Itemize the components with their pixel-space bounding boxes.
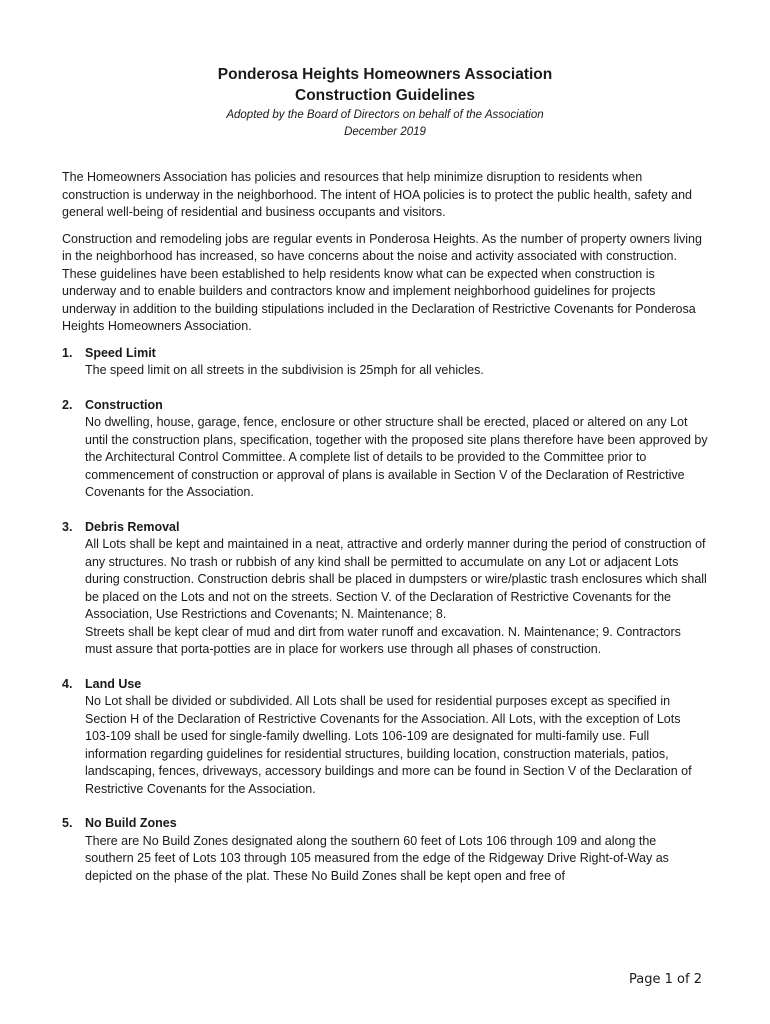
section-text: There are No Build Zones designated along the southern 60 feet of Lots 106 through 109 and along the southern 25 feet of Lots 103 through 105 measured from the edge of the Ridgeway Drive Right-of-Way as depicted on the phase of the plat. These No Build Zones shall be kept open and free of xyxy=(85,833,669,883)
section-heading: Construction xyxy=(85,397,163,412)
document-title: Ponderosa Heights Homeowners Association xyxy=(217,66,553,83)
section-construction xyxy=(62,397,708,502)
section-number: 2. xyxy=(62,397,73,412)
adopted-by-note: Adopted by the Board of Directors on behalf of the Association xyxy=(226,109,544,121)
document-subtitle: Construction Guidelines xyxy=(295,87,475,104)
section-heading: Debris Removal xyxy=(85,519,180,534)
intro-paragraph: Construction and remodeling jobs are regular events in Ponderosa Heights. As the number of property owners living in the neighborhood has increased, so have concerns about the noise and activity associated with construction. These guidelines have been established to help residents know what can be expected when construction is underway and to enable builders and contractors know and implement neighborhood guidelines for projects underway in addition to the building stipulations included in the Declaration of Restrictive Covenants for Ponderosa Heights Homeowners Association. xyxy=(62,231,702,333)
adoption-date: December 2019 xyxy=(344,126,426,138)
section-number: 3. xyxy=(62,519,73,534)
page-number: Page 1 of 2 xyxy=(629,972,702,987)
section-heading: Land Use xyxy=(85,676,142,691)
section-no-build-zones xyxy=(62,815,708,885)
section-text: No dwelling, house, garage, fence, enclosure or other structure shall be erected, placed or altered on any Lot until the construction plans, specification, together with the proposed site plans therefore have been approved by the Architectural Control Committee. A complete list of details to be provided to the Committee prior to commencement of construction or approval of plans is available in Section V of the Declaration of Restrictive Covenants for the Association. xyxy=(85,415,708,499)
section-text: No Lot shall be divided or subdivided. All Lots shall be used for residential purposes except as specified in Section H of the Declaration of Restrictive Covenants for the Association. All Lots, with the exception of Lots 103-109 shall be used for single-family dwelling. Lots 106-109 are designated for multi-family use. Full information regarding guidelines for residential structures, building location, construction materials, patios, landscaping, fences, driveways, accessory buildings and more can be found in Section V of the Declaration of Restrictive Covenants for the Association. xyxy=(85,694,692,796)
section-number: 1. xyxy=(62,345,73,360)
section-debris-removal xyxy=(62,519,708,659)
section-number: 4. xyxy=(62,676,73,691)
section-text: All Lots shall be kept and maintained in a neat, attractive and orderly manner during the period of construction of any structures. No trash or rubbish of any kind shall be permitted to accumulate on any Lot or adjacent Lots during construction. Construction debris shall be placed in dumpsters or wire/plastic trash enclosures which shall be placed on the Lots and not on the streets. Section V. of the Declaration of Restrictive Covenants for the Association, Use Restrictions and Covenants; N. Maintenance; 8. xyxy=(85,537,707,621)
section-number: 5. xyxy=(62,816,73,830)
section-land-use xyxy=(62,676,708,799)
document-header xyxy=(0,64,770,141)
section-text: The speed limit on all streets in the subdivision is 25mph for all vehicles. xyxy=(85,363,484,377)
section-text: Streets shall be kept clear of mud and dirt from water runoff and excavation. N. Maintenance; 9. Contractors must assure that porta-potties are in place for workers use through all phases of construction. xyxy=(85,624,681,656)
intro-paragraph: The Homeowners Association has policies and resources that help minimize disruption to residents when construction is underway in the neighborhood. The intent of HOA policies is to protect the public health, safety and general well-being of residential and business occupants and visitors. xyxy=(62,170,693,219)
section-speed-limit xyxy=(62,345,708,380)
document-body xyxy=(62,169,708,902)
section-heading: No Build Zones xyxy=(85,816,177,830)
section-heading: Speed Limit xyxy=(85,345,156,360)
